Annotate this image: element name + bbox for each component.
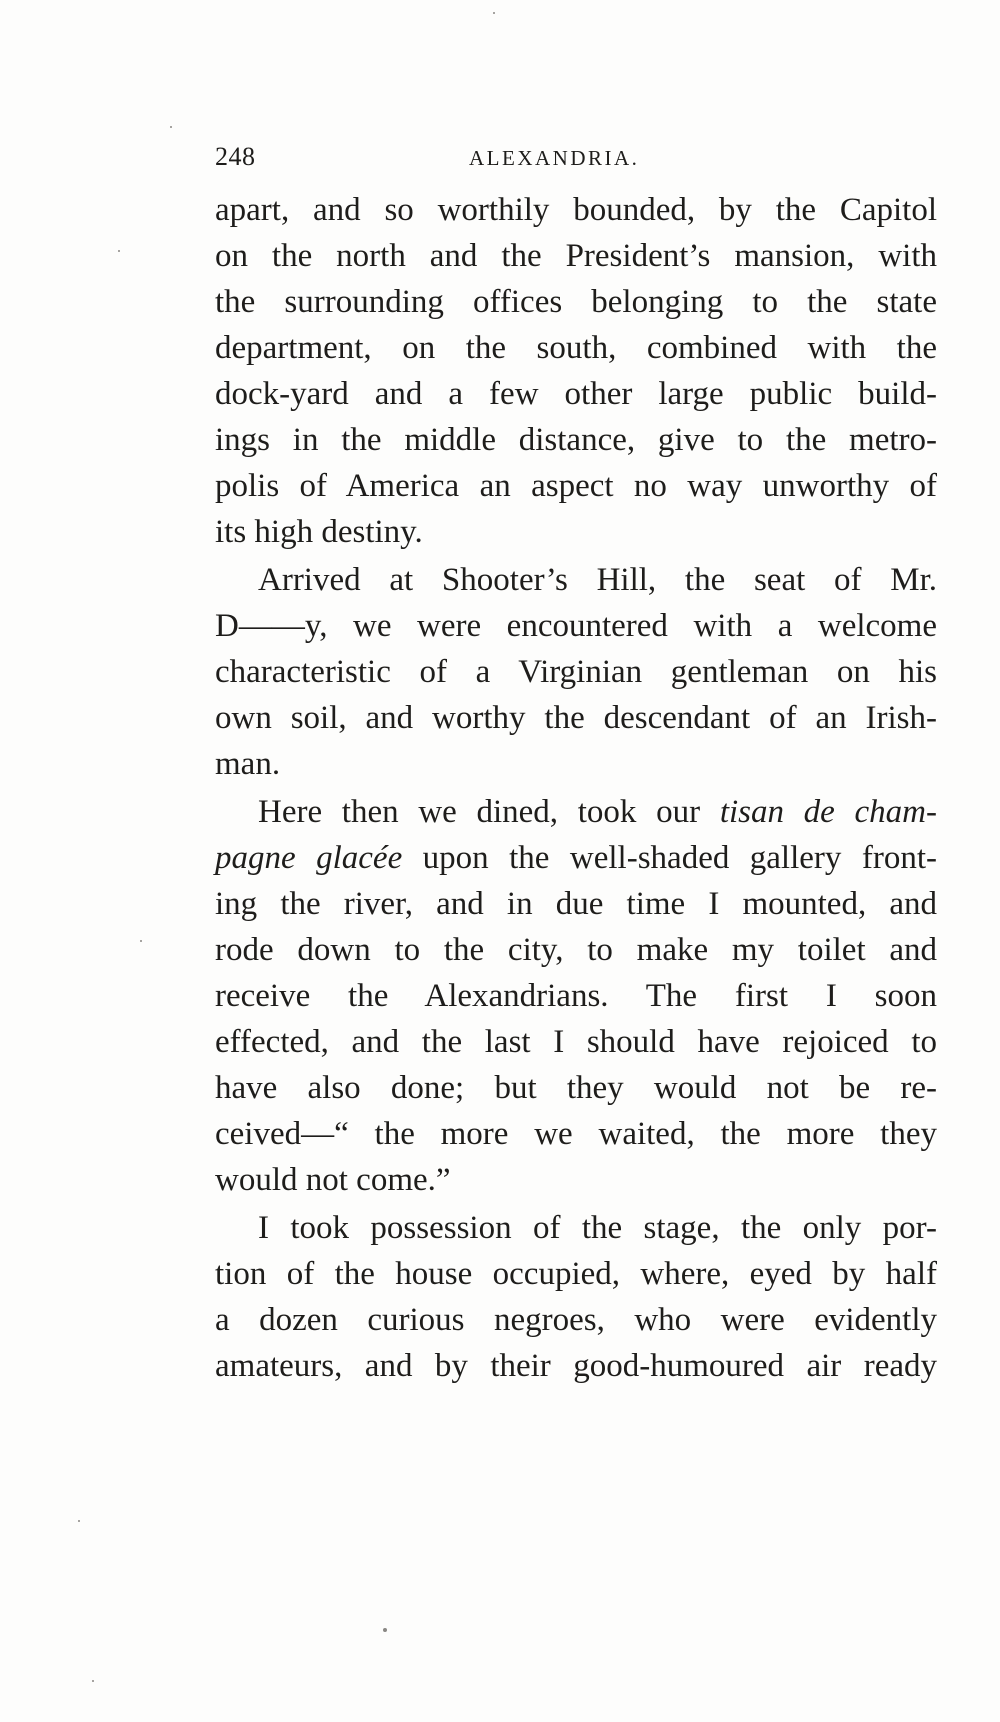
page-header	[215, 142, 915, 182]
text-line: Arrived at Shooter’s Hill, the seat of Mr.	[258, 562, 937, 598]
scan-speck	[493, 12, 495, 14]
scan-speck	[92, 1680, 94, 1682]
text-line	[215, 838, 937, 878]
scan-speck	[170, 126, 172, 128]
text-line: rode down to the city, to make my toilet and	[215, 932, 937, 968]
text-run: upon the well-shaded gallery front-	[422, 840, 937, 876]
text-line: ing the river, and in due time I mounted, and	[215, 886, 937, 922]
text-line: own soil, and worthy the descendant of an Irish-	[215, 700, 937, 736]
scan-speck	[78, 1520, 80, 1522]
text-line: apart, and so worthily bounded, by the Capitol	[215, 192, 937, 228]
italic-phrase: tisan de cham-	[719, 794, 937, 830]
text-line: its high destiny.	[215, 514, 423, 550]
text-line: D——y, we were encountered with a welcome	[215, 608, 937, 644]
text-line: I took possession of the stage, the only por-	[258, 1210, 937, 1246]
text-line: the surrounding offices belonging to the state	[215, 284, 937, 320]
text-run: Here then we dined, took our	[258, 794, 701, 830]
text-line: polis of America an aspect no way unworthy of	[215, 468, 937, 504]
text-line: effected, and the last I should have rejoiced to	[215, 1024, 937, 1060]
text-line: would not come.”	[215, 1162, 451, 1198]
page-number: 248	[215, 142, 256, 171]
scan-speck	[118, 250, 120, 252]
running-head: ALEXANDRIA.	[469, 146, 640, 170]
text-line: ings in the middle distance, give to the metro-	[215, 422, 937, 458]
text-line: ceived—“ the more we waited, the more they	[215, 1116, 937, 1152]
scan-speck	[383, 1628, 387, 1632]
text-line: man.	[215, 746, 281, 782]
text-line: characteristic of a Virginian gentleman on his	[215, 654, 937, 690]
text-line: have also done; but they would not be re-	[215, 1070, 937, 1106]
text-line: a dozen curious negroes, who were evidently	[215, 1302, 937, 1338]
text-line: on the north and the President’s mansion, with	[215, 238, 937, 274]
text-line: amateurs, and by their good-humoured air ready	[215, 1348, 937, 1384]
text-line: receive the Alexandrians. The first I soon	[215, 978, 937, 1014]
text-line: tion of the house occupied, where, eyed by half	[215, 1256, 937, 1292]
scan-speck	[140, 940, 142, 942]
text-line: department, on the south, combined with the	[215, 330, 937, 366]
text-line: dock-yard and a few other large public build-	[215, 376, 937, 412]
italic-phrase: pagne glacée	[215, 840, 403, 876]
text-line	[258, 792, 937, 832]
